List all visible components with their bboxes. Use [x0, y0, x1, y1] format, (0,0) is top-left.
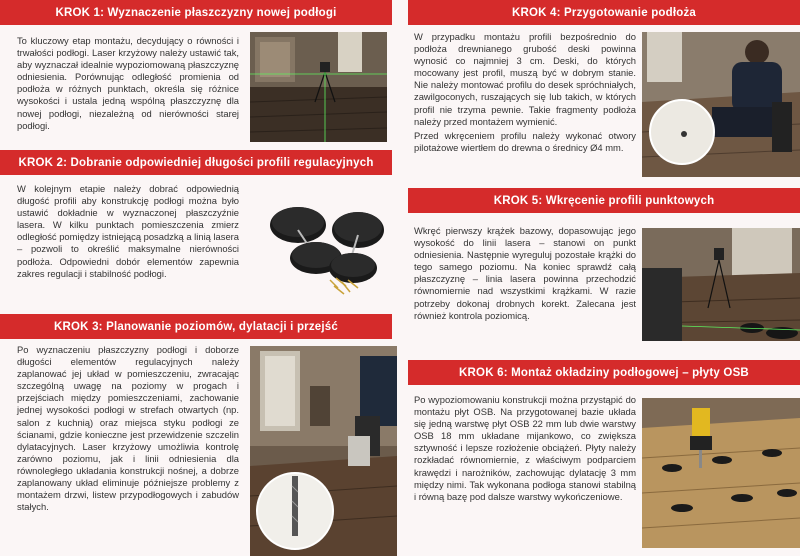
step-3	[0, 314, 392, 556]
step-3-title: KROK 3: Planowanie poziomów, dylatacji i przejść	[0, 314, 392, 339]
step-4	[408, 0, 800, 185]
step-5	[408, 188, 800, 356]
osb-screwdriver-photo	[642, 398, 800, 548]
step-6-text: Po wypoziomowaniu konstrukcji można przystąpić do montażu płyt OSB. Na przygotowanej bazie układa się jedną warstwę płyt OSB 22 mm lub dwie warstwy OSB 18 mm układane mijankowo, co zwiększa sztywność i lepsze rozłożenie obciążeń. Płyty należy rozkładać równomiernie, z właściwym podparciem krawędzi i narożników, zachowując dylatację 3 mm między nimi. Tak wykonana podłoga stanowi stabilną i równą bazę pod dalsze warstwy wykończeniowe.	[414, 394, 636, 502]
laser-room-photo	[250, 32, 387, 142]
laser-level-photo	[642, 228, 800, 341]
step-2	[0, 150, 392, 312]
step-5-title: KROK 5: Wkręcenie profili punktowych	[408, 188, 800, 213]
step-1	[0, 0, 392, 150]
kneeling-worker-photo	[642, 32, 800, 177]
step-4-text: W przypadku montażu profili bezpośrednio do podłoża drewnianego grubość deski powinna wynosić co najmniej 3 cm. Deski, do których mocowany jest profil, muszą być w dobrym stanie. Nie należy montować profilu do desek spróchniałych, zawilgoconych, ruszających się lub takich, w których profil nie trzyma pewnie. Takie fragmenty podłoża należy przed montażem wymienić. Przed wkręceniem profilu należy wykonać otwory pilotażowe wiertłem do drewna o średnicy Ø4 mm.	[414, 31, 636, 153]
step-2-title: KROK 2: Dobranie odpowiedniej długości profili regulacyjnych	[0, 150, 392, 175]
step-6-title: KROK 6: Montaż okładziny podłogowej – płyty OSB	[408, 360, 800, 385]
step-4-title: KROK 4: Przygotowanie podłoża	[408, 0, 800, 25]
step-1-title: KROK 1: Wyznaczenie płaszczyzny nowej podłogi	[0, 0, 392, 25]
step-5-text: Wkręć pierwszy krążek bazowy, dopasowując jego wysokość do linii lasera – stanowi on punkt odniesienia. Następnie wyreguluj pozostałe krążki do tego samego poziomu. Na koniec sprawdź całą płaszczyznę – linia lasera powinna przechodzić równomiernie nad wszystkimi krążkami. W razie potrzeby dokonaj drobnych korekt. Zalecana jest również kontrola poziomicą.	[414, 225, 636, 321]
step-1-text: To kluczowy etap montażu, decydujący o równości i trwałości podłogi. Laser krzyżowy należy ustawić tak, aby wyznaczał idealnie wypoziomowaną płaszczyznę odniesienia. Porównując odległość promienia od podłoża w różnych punktach, określa się różnice wysokości i ustala jedną wspólną płaszczyznę dla nowej podłogi, niezależną od nierówności starej podłogi.	[17, 35, 239, 131]
drilling-photo	[250, 346, 397, 556]
step-6	[408, 360, 800, 556]
step-3-text: Po wyznaczeniu płaszczyzny podłogi i doborze długości elementów regulacyjnych należy zaplanować jej układ w pomieszczeniu, zwracając szczególną uwagę na poziomy w progach i przejściach między pomieszczeniami, zachowanie jednej wysokości podłogi w strefach otwartych (np. salon z kuchnią) oraz miejsca styku podłogi ze ścianami, gdzie konieczne jest przewidzenie szczelin dylatacyjnych. Laser krzyżowy umożliwia kontrolę zarówno poziomu, jak i linii odniesienia dla równoległego układania konstrukcji nośnej, a dobrze zaplanowany układ eliminuje późniejsze problemy z montażem drzwi, listew przypodłogowych i zabudów stałych.	[17, 344, 239, 513]
leveling-pads-photo	[258, 200, 393, 300]
step-2-text: W kolejnym etapie należy dobrać odpowiednią długość profili aby konstrukcję podłogi można było ustawić dokładnie w wyznaczonej płaszczyźnie lasera. W kilku punktach pomieszczenia zmierz odległość pomiędzy istniejącą posadzką a linią lasera – pozwoli to określić maksymalne nierówności podłoża. Odpowiedni dobór elementów zapewnia zakres regulacji i stabilność podłogi.	[17, 183, 240, 279]
